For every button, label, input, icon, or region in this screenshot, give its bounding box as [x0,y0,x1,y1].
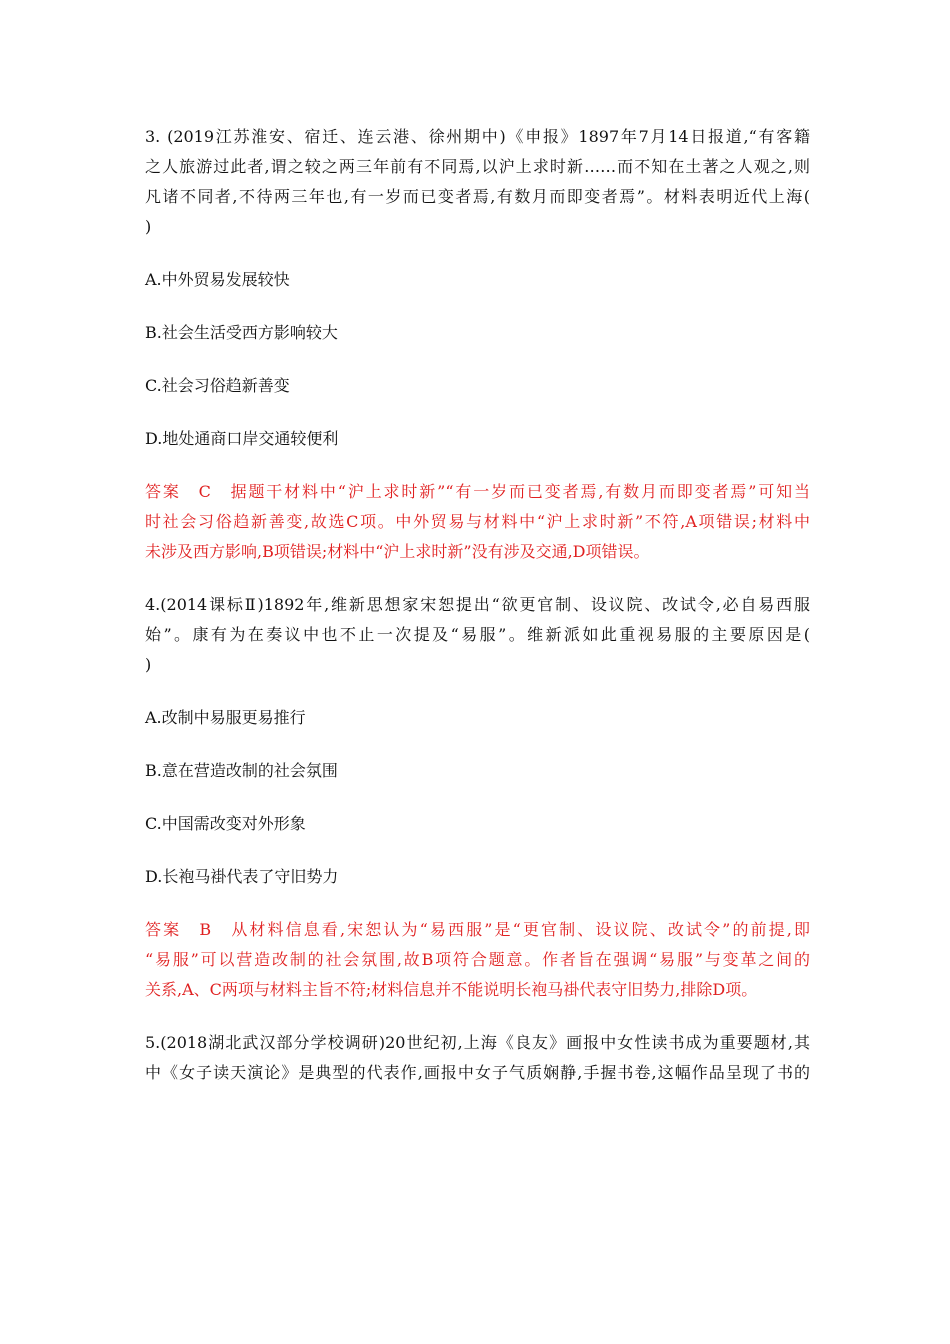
question-4-answer-line-1: 答案 B 从材料信息看,宋恕认为“易西服”是“更官制、设议院、改试令”的前提,即 [145,920,810,939]
question-3-line-2: 之人旅游过此者,谓之较之两三年前有不同焉,以沪上求时新……而不知在土著之人观之,则 [145,157,810,176]
question-3 [145,122,810,567]
question-3-option-a: A.中外贸易发展较快 [145,270,290,289]
question-4-option-d: D.长袍马褂代表了守旧势力 [145,867,339,886]
question-4-answer-line-2: “易服”可以营造改制的社会氛围,故B项符合题意。作者旨在强调“易服”与变革之间的 [145,950,810,969]
question-4-line-2: 始”。康有为在奏议中也不止一次提及“易服”。维新派如此重视易服的主要原因是( [145,625,810,644]
question-4-answer [145,915,810,1005]
question-4 [145,590,810,1005]
question-3-option-d: D.地处通商口岸交通较便利 [145,429,339,448]
question-4-line-1: 4.(2014课标Ⅱ)1892年,维新思想家宋恕提出“欲更官制、设议院、改试令,必自易西服 [145,595,810,614]
question-4-answer-line-3: 关系,A、C两项与材料主旨不符;材料信息并不能说明长袍马褂代表守旧势力,排除D项。 [145,980,758,999]
question-3-option-b: B.社会生活受西方影响较大 [145,323,338,342]
question-5 [145,1028,810,1088]
question-3-answer-line-3: 未涉及西方影响,B项错误;材料中“沪上求时新”没有涉及交通,D项错误。 [145,542,650,561]
question-4-option-b: B.意在营造改制的社会氛围 [145,761,338,780]
question-4-option-c: C.中国需改变对外形象 [145,814,306,833]
document-content [145,122,810,1088]
question-3-line-4: ) [145,217,152,236]
question-4-line-3: ) [145,655,152,674]
question-3-answer-line-1: 答案 C 据题干材料中“沪上求时新”“有一岁而已变者焉,有数月而即变者焉”可知当 [145,482,810,501]
question-3-line-1: 3. (2019江苏淮安、宿迁、连云港、徐州期中)《申报》1897年7月14日报道,“有客籍 [145,127,810,146]
question-5-line-1: 5.(2018湖北武汉部分学校调研)20世纪初,上海《良友》画报中女性读书成为重要题材,其 [145,1033,810,1052]
question-3-answer [145,477,810,567]
question-5-line-2: 中《女子读天演论》是典型的代表作,画报中女子气质娴静,手握书卷,这幅作品呈现了书的 [145,1063,810,1082]
question-3-answer-line-2: 时社会习俗趋新善变,故选C项。中外贸易与材料中“沪上求时新”不符,A项错误;材料中 [145,512,810,531]
question-3-option-c: C.社会习俗趋新善变 [145,376,290,395]
question-3-line-3: 凡诸不同者,不待两三年也,有一岁而已变者焉,有数月而即变者焉”。材料表明近代上海( [145,187,810,206]
question-4-option-a: A.改制中易服更易推行 [145,708,306,727]
